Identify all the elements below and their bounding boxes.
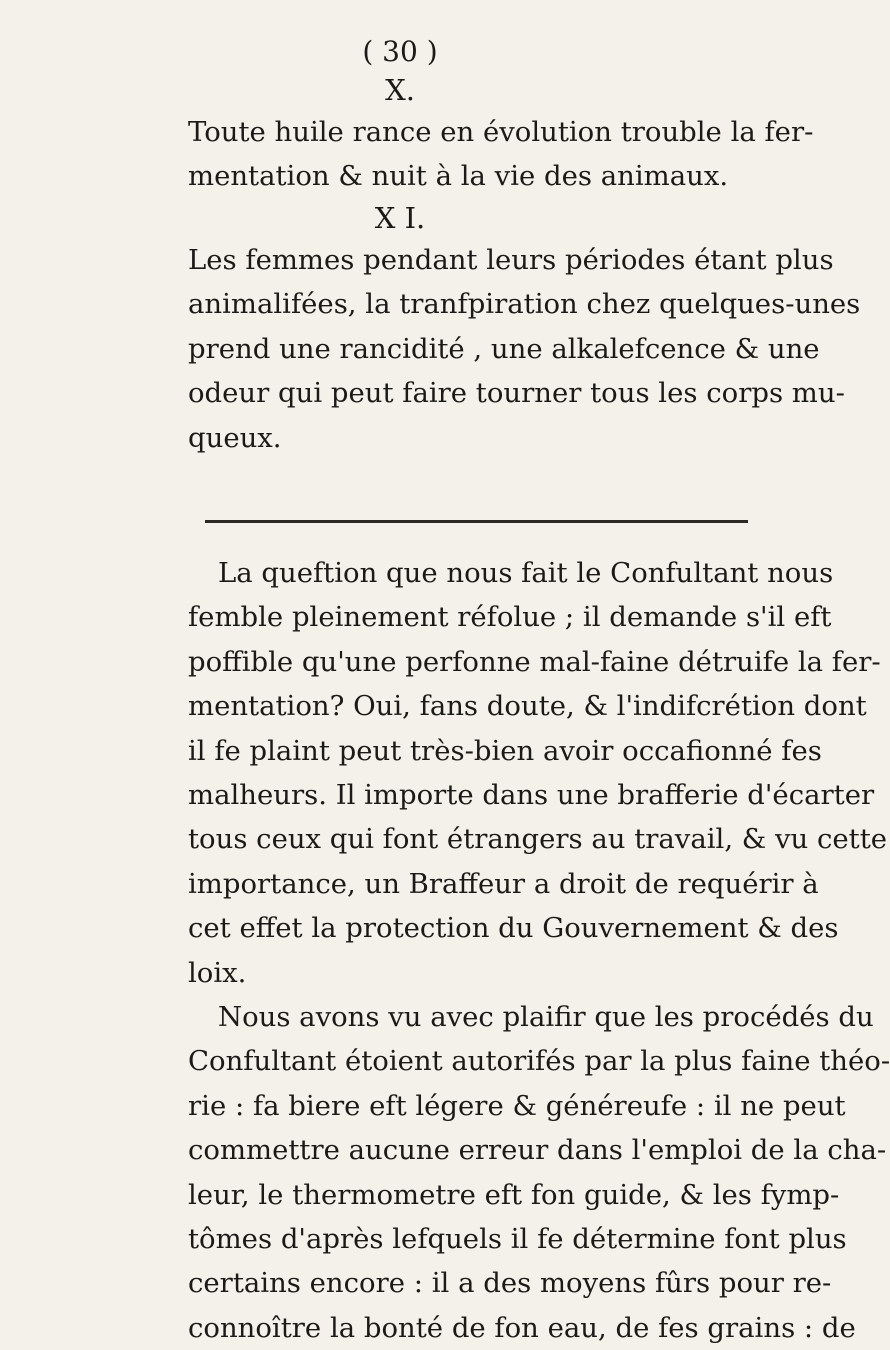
page-number: ( 30 ) (362, 35, 438, 68)
text-line: rie : fa biere eft légere & généreufe : il ne peut (188, 1089, 846, 1122)
text-line: loix. (188, 956, 247, 989)
text-line: il fe plaint peut très-bien avoir occafionné fes (188, 734, 822, 767)
text-line: importance, un Braffeur a droit de requérir à (188, 867, 819, 900)
text-line: poffible qu'une perfonne mal-faine détruife la fer- (188, 645, 881, 678)
text-line: mentation & nuit à la vie des animaux. (188, 160, 729, 193)
text-line: connoître la bonté de fon eau, de fes grains : de (188, 1311, 856, 1344)
text-line: malheurs. Il importe dans une brafferie d'écarter (188, 779, 875, 812)
text-line: odeur qui peut faire tourner tous les corps mu- (188, 377, 845, 410)
text-line: femble pleinement réfolue ; il demande s'il eft (188, 601, 832, 634)
text-line: La queftion que nous fait le Confultant nous (218, 557, 834, 589)
paragraph-procedures (188, 995, 890, 1350)
text-line: mentation? Oui, fans doute, & l'indifcrétion dont (188, 690, 867, 723)
text-line: tômes d'après lefquels il fe détermine font plus (188, 1223, 847, 1256)
text-line: certains encore : il a des moyens fûrs pour re- (188, 1267, 832, 1300)
paragraph-x (188, 110, 814, 199)
text-line: tous ceux qui font étrangers au travail, & vu cette (188, 823, 888, 856)
text-line: queux. (188, 421, 282, 454)
paragraph-xi (188, 238, 861, 460)
text-line: Les femmes pendant leurs périodes étant plus (188, 244, 834, 276)
text-line: Toute huile rance en évolution trouble la fer- (188, 116, 814, 148)
section-heading-xi: X I. (374, 201, 426, 235)
paragraph-response (188, 551, 888, 995)
text-line: commettre aucune erreur dans l'emploi de la cha- (188, 1134, 887, 1167)
text-line: Nous avons vu avec plaifir que les procédés du (218, 1001, 874, 1033)
text-line: cet effet la protection du Gouvernement & des (188, 912, 839, 945)
text-line: prend une rancidité , une alkalefcence & une (188, 332, 820, 365)
horizontal-rule (205, 520, 748, 523)
text-line: Confultant étoient autorifés par la plus faine théo- (188, 1045, 890, 1078)
section-heading-x: X. (385, 73, 415, 107)
text-line: leur, le thermometre eft fon guide, & les fymp- (188, 1178, 840, 1211)
text-line: animalifées, la tranfpiration chez quelques-unes (188, 288, 861, 321)
